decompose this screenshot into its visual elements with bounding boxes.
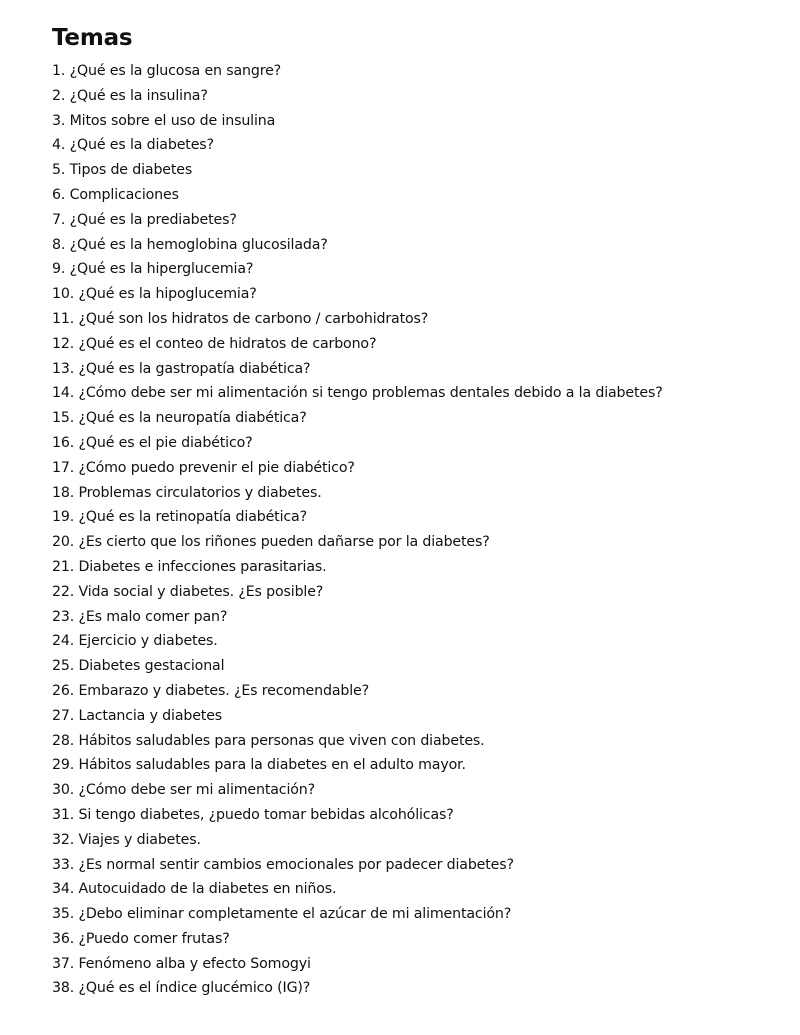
list-item: 21. Diabetes e infecciones parasitarias.: [52, 558, 327, 575]
page-title: Temas: [52, 25, 133, 51]
list-item: 6. Complicaciones: [52, 186, 179, 203]
list-item: 18. Problemas circulatorios y diabetes.: [52, 484, 322, 501]
list-item: 15. ¿Qué es la neuropatía diabética?: [52, 410, 307, 427]
list-item: 26. Embarazo y diabetes. ¿Es recomendable?: [52, 682, 369, 699]
list-item: 16. ¿Qué es el pie diabético?: [52, 434, 253, 451]
list-item: 7. ¿Qué es la prediabetes?: [52, 211, 237, 228]
list-item: 23. ¿Es malo comer pan?: [52, 608, 228, 625]
list-item: 11. ¿Qué son los hidratos de carbono / carbohidratos?: [52, 310, 429, 327]
list-item: 28. Hábitos saludables para personas que viven con diabetes.: [52, 732, 485, 749]
list-item: 37. Fenómeno alba y efecto Somogyi: [52, 955, 311, 972]
list-item: 22. Vida social y diabetes. ¿Es posible?: [52, 583, 324, 600]
list-item: 8. ¿Qué es la hemoglobina glucosilada?: [52, 236, 328, 253]
list-item: 2. ¿Qué es la insulina?: [52, 87, 208, 104]
list-item: 27. Lactancia y diabetes: [52, 707, 223, 724]
list-item: 24. Ejercicio y diabetes.: [52, 633, 218, 650]
list-item: 14. ¿Cómo debe ser mi alimentación si tengo problemas dentales debido a la diabetes?: [52, 385, 663, 402]
list-item: 20. ¿Es cierto que los riñones pueden dañarse por la diabetes?: [52, 534, 490, 551]
list-item: 31. Si tengo diabetes, ¿puedo tomar bebidas alcohólicas?: [52, 806, 454, 823]
list-item: 33. ¿Es normal sentir cambios emocionales por padecer diabetes?: [52, 856, 514, 873]
list-item: 36. ¿Puedo comer frutas?: [52, 930, 230, 947]
list-item: 1. ¿Qué es la glucosa en sangre?: [52, 63, 282, 79]
list-item: 30. ¿Cómo debe ser mi alimentación?: [52, 782, 315, 799]
list-item: 12. ¿Qué es el conteo de hidratos de carbono?: [52, 335, 377, 352]
list-item: 10. ¿Qué es la hipoglucemia?: [52, 286, 257, 303]
list-item: 29. Hábitos saludables para la diabetes en el adulto mayor.: [52, 757, 466, 774]
list-item: 9. ¿Qué es la hiperglucemia?: [52, 261, 254, 278]
list-item: 3. Mitos sobre el uso de insulina: [52, 112, 276, 129]
list-item: 25. Diabetes gestacional: [52, 658, 225, 675]
list-item: 4. ¿Qué es la diabetes?: [52, 137, 214, 154]
topic-list: [52, 59, 780, 1001]
list-item: 38. ¿Qué es el índice glucémico (IG)?: [52, 980, 311, 997]
list-item: 13. ¿Qué es la gastropatía diabética?: [52, 360, 311, 377]
list-item: 17. ¿Cómo puedo prevenir el pie diabético?: [52, 459, 355, 476]
document-page: [52, 22, 780, 1001]
list-item: 35. ¿Debo eliminar completamente el azúcar de mi alimentación?: [52, 906, 512, 923]
list-item: 32. Viajes y diabetes.: [52, 831, 201, 848]
list-item: 34. Autocuidado de la diabetes en niños.: [52, 881, 337, 898]
list-item: 19. ¿Qué es la retinopatía diabética?: [52, 509, 307, 526]
list-item: 5. Tipos de diabetes: [52, 162, 193, 179]
